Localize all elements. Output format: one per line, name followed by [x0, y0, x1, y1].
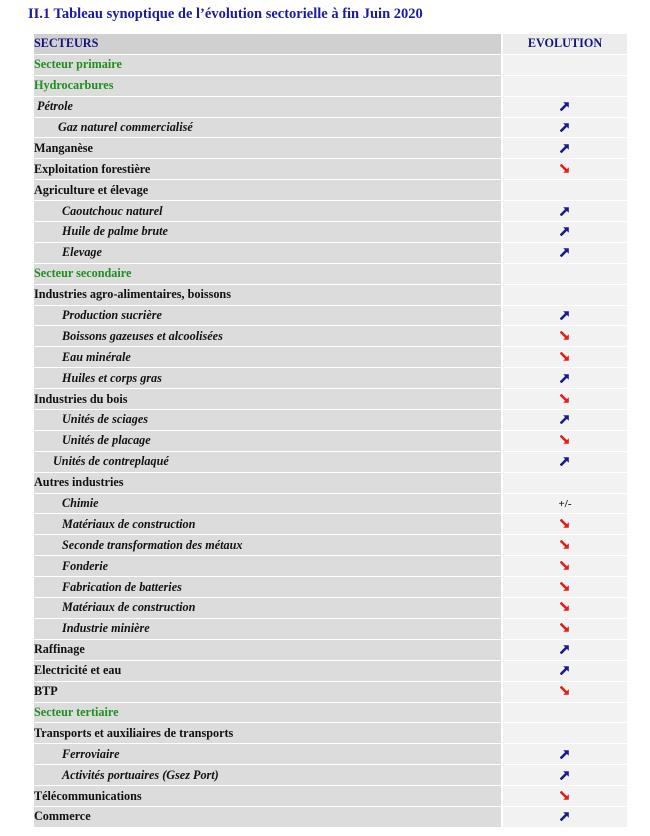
sector-cell: [34, 389, 501, 410]
arrow-up-right-icon: [560, 749, 570, 759]
sector-cell: [34, 598, 501, 619]
header-evolution: EVOLUTION: [501, 34, 627, 55]
evolution-cell: [501, 97, 627, 118]
arrow-down-right-icon: [560, 791, 570, 801]
sector-label: Manganèse: [34, 140, 93, 155]
arrow-down-right-icon: [560, 164, 570, 174]
header-secteurs: SECTEURS: [34, 34, 501, 55]
evolution-cell: [501, 306, 627, 327]
evolution-cell: [501, 598, 627, 619]
table-row: [34, 431, 627, 452]
evolution-cell: [501, 786, 627, 807]
document-title: II.1 Tableau synoptique de l’évolution sectorielle à fin Juin 2020: [28, 6, 423, 22]
evolution-cell: [501, 180, 627, 201]
arrow-up-right-icon: [560, 665, 570, 675]
sector-cell: [34, 514, 501, 535]
sector-label: Unités de contreplaqué: [53, 454, 169, 469]
table-row: [34, 347, 627, 368]
sector-label: Secteur secondaire: [34, 266, 132, 281]
arrow-up-right-icon: [560, 644, 570, 654]
table-row: [34, 97, 627, 118]
sector-label: Matériaux de construction: [62, 600, 196, 615]
sector-label: Production sucrière: [62, 308, 162, 323]
table-row: [34, 222, 627, 243]
sector-label: Secteur tertiaire: [34, 704, 119, 719]
sector-cell: [34, 201, 501, 222]
sector-cell: [34, 410, 501, 431]
sector-label: Agriculture et élevage: [34, 182, 149, 197]
evolution-cell: [501, 703, 627, 724]
table-row: [34, 514, 627, 535]
table-row: [34, 473, 627, 494]
sector-cell: [34, 452, 501, 473]
sector-cell: [34, 264, 501, 285]
sector-cell: [34, 765, 501, 786]
arrow-down-right-icon: [560, 602, 570, 612]
arrow-down-right-icon: [560, 686, 570, 696]
arrow-down-right-icon: [560, 582, 570, 592]
evolution-cell: [501, 473, 627, 494]
sector-label: Elevage: [62, 245, 102, 260]
sector-label: Pétrole: [37, 99, 73, 114]
evolution-cell: [501, 118, 627, 139]
arrow-down-right-icon: [560, 352, 570, 362]
sector-cell: [34, 306, 501, 327]
sector-label: Secteur primaire: [34, 57, 122, 72]
sector-cell: [34, 368, 501, 389]
sector-cell: [34, 786, 501, 807]
sector-label: Industrie minière: [62, 621, 150, 636]
table-row: [34, 368, 627, 389]
arrow-up-right-icon: [560, 143, 570, 153]
evolution-cell: [501, 765, 627, 786]
sector-label: Huile de palme brute: [62, 224, 168, 239]
evolution-cell: [501, 76, 627, 97]
arrow-down-right-icon: [560, 394, 570, 404]
evolution-cell: [501, 389, 627, 410]
table-row: [34, 118, 627, 139]
table-row: [34, 410, 627, 431]
table-row: [34, 326, 627, 347]
evolution-cell: [501, 347, 627, 368]
sector-heading-row: [34, 76, 627, 97]
table-row: [34, 682, 627, 703]
table-row: [34, 661, 627, 682]
evolution-cell: [501, 682, 627, 703]
sector-cell: [34, 347, 501, 368]
evolution-cell: [501, 514, 627, 535]
evolution-cell: [501, 640, 627, 661]
sector-label: Fonderie: [62, 558, 109, 573]
evolution-cell: [501, 326, 627, 347]
arrow-up-right-icon: [560, 206, 570, 216]
evolution-cell: [501, 577, 627, 598]
arrow-down-right-icon: [560, 540, 570, 550]
evolution-cell: [501, 222, 627, 243]
sector-label: Matériaux de construction: [62, 516, 196, 531]
sector-heading-row: [34, 55, 627, 76]
table-header-row: [34, 34, 627, 55]
sector-cell: [34, 535, 501, 556]
evolution-cell: [501, 661, 627, 682]
arrow-up-right-icon: [560, 414, 570, 424]
sector-cell: [34, 76, 501, 97]
arrow-up-right-icon: [560, 101, 570, 111]
sector-cell: [34, 138, 501, 159]
sector-label: Activités portuaires (Gsez Port): [62, 767, 219, 782]
table-row: [34, 723, 627, 744]
sector-cell: [34, 97, 501, 118]
sector-cell: [34, 159, 501, 180]
arrow-up-right-icon: [560, 811, 570, 821]
sector-label: Industries du bois: [34, 391, 128, 406]
sector-label: Seconde transformation des métaux: [62, 537, 243, 552]
table-row: [34, 577, 627, 598]
sector-label: Chimie: [62, 496, 99, 511]
evolution-cell: [501, 723, 627, 744]
arrow-up-right-icon: [560, 456, 570, 466]
sector-cell: [34, 326, 501, 347]
sector-label: BTP: [34, 684, 58, 699]
sector-label: Commerce: [34, 809, 91, 824]
evolution-cell: [501, 535, 627, 556]
table-row: [34, 201, 627, 222]
sector-label: Electricité et eau: [34, 663, 122, 678]
arrow-up-right-icon: [560, 310, 570, 320]
sector-cell: [34, 807, 501, 828]
sector-label: Gaz naturel commercialisé: [58, 120, 193, 134]
sector-heading-row: [34, 703, 627, 724]
arrow-down-right-icon: [560, 561, 570, 571]
sector-cell: [34, 494, 501, 515]
table-row: [34, 640, 627, 661]
evolution-cell: [501, 807, 627, 828]
table-row: [34, 285, 627, 306]
sector-label: Transports et auxiliaires de transports: [34, 725, 234, 740]
table-row: [34, 180, 627, 201]
sector-cell: [34, 431, 501, 452]
sector-cell: [34, 682, 501, 703]
sector-label: Unités de sciages: [62, 412, 148, 427]
arrow-up-right-icon: [560, 247, 570, 257]
evolution-cell: [501, 159, 627, 180]
sector-cell: [34, 640, 501, 661]
table-row: [34, 535, 627, 556]
table-row: [34, 494, 627, 515]
sector-cell: [34, 285, 501, 306]
table-row: [34, 598, 627, 619]
sector-cell: [34, 556, 501, 577]
table-row: [34, 744, 627, 765]
table-row: [34, 159, 627, 180]
sector-label: Industries agro-alimentaires, boissons: [34, 287, 231, 302]
table-row: [34, 556, 627, 577]
table-body: [34, 55, 627, 828]
sector-label: Autres industries: [34, 475, 124, 490]
sector-cell: [34, 55, 501, 76]
arrow-down-right-icon: [560, 435, 570, 445]
sector-cell: [34, 180, 501, 201]
evolution-mixed-label: +/-: [558, 498, 572, 511]
arrow-up-right-icon: [560, 770, 570, 780]
evolution-cell: [501, 494, 627, 515]
sector-cell: [34, 703, 501, 724]
table-row: [34, 452, 627, 473]
arrow-up-right-icon: [560, 373, 570, 383]
arrow-up-right-icon: [560, 226, 570, 236]
evolution-cell: [501, 243, 627, 264]
sector-label: Huiles et corps gras: [62, 370, 162, 385]
sector-label: Unités de placage: [62, 433, 151, 448]
sector-cell: [34, 222, 501, 243]
arrow-down-right-icon: [560, 519, 570, 529]
sector-label: Ferroviaire: [62, 746, 120, 761]
sector-cell: [34, 619, 501, 640]
table-row: [34, 786, 627, 807]
sector-cell: [34, 744, 501, 765]
evolution-cell: [501, 55, 627, 76]
sector-label: Raffinage: [34, 642, 85, 657]
evolution-cell: [501, 138, 627, 159]
evolution-cell: [501, 556, 627, 577]
evolution-cell: [501, 285, 627, 306]
arrow-up-right-icon: [560, 122, 570, 132]
synoptic-table: [34, 34, 627, 828]
table-row: [34, 619, 627, 640]
evolution-cell: [501, 452, 627, 473]
sector-cell: [34, 243, 501, 264]
table-row: [34, 765, 627, 786]
sector-label: Boissons gazeuses et alcoolisées: [62, 328, 223, 343]
table-row: [34, 807, 627, 828]
sector-heading-row: [34, 264, 627, 285]
sector-label: Télécommunications: [34, 788, 142, 803]
sector-label: Fabrication de batteries: [62, 579, 182, 594]
sector-label: Exploitation forestière: [34, 161, 151, 176]
arrow-down-right-icon: [560, 623, 570, 633]
sector-label: Hydrocarbures: [34, 78, 114, 93]
sector-cell: [34, 577, 501, 598]
table-row: [34, 389, 627, 410]
evolution-cell: [501, 744, 627, 765]
evolution-cell: [501, 619, 627, 640]
sector-label: Eau minérale: [62, 349, 131, 364]
sector-label: Caoutchouc naturel: [62, 203, 163, 218]
evolution-cell: [501, 431, 627, 452]
sector-cell: [34, 661, 501, 682]
evolution-cell: [501, 368, 627, 389]
arrow-down-right-icon: [560, 331, 570, 341]
evolution-cell: [501, 201, 627, 222]
table-row: [34, 306, 627, 327]
sector-cell: [34, 118, 501, 139]
sector-cell: [34, 473, 501, 494]
evolution-cell: [501, 410, 627, 431]
sector-cell: [34, 723, 501, 744]
table-row: [34, 138, 627, 159]
table-row: [34, 243, 627, 264]
evolution-cell: [501, 264, 627, 285]
